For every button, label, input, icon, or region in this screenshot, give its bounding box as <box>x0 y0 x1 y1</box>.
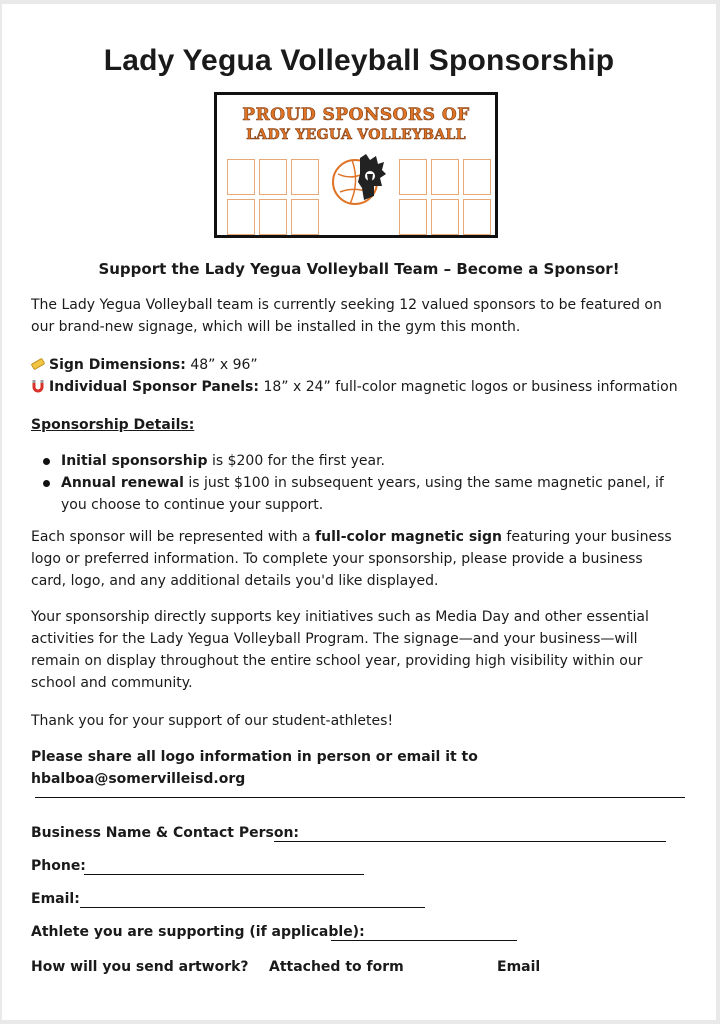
sponsorship-details-list <box>31 450 681 516</box>
sponsor-panels-line <box>31 376 681 398</box>
business-name-label: Business Name & Contact Person: <box>31 825 300 841</box>
banner-panel <box>463 159 491 195</box>
sponsor-banner-image <box>214 92 498 238</box>
banner-panel <box>399 199 427 235</box>
detail-text: is just $100 in subsequent years, using the same magnetic panel, if you choose to continue your support. <box>61 475 664 513</box>
artwork-question: How will you send artwork? <box>31 959 249 975</box>
banner-line-2: LADY YEGUA VOLLEYBALL <box>246 127 466 143</box>
banner-panel <box>431 199 459 235</box>
phone-field[interactable] <box>84 874 364 875</box>
divider <box>35 797 685 798</box>
banner-panel <box>399 159 427 195</box>
banner-panel <box>291 159 319 195</box>
list-item <box>31 472 681 516</box>
athlete-field[interactable] <box>331 940 517 941</box>
sponsor-panels-value: 18” x 24” full-color magnetic logos or business information <box>263 379 678 395</box>
banner-panel <box>227 159 255 195</box>
banner-panel <box>259 199 287 235</box>
sign-dimensions-value: 48” x 96” <box>190 357 258 373</box>
ruler-icon <box>31 357 45 371</box>
banner-panel <box>227 199 255 235</box>
list-item <box>31 450 681 472</box>
sponsor-panels-label: Individual Sponsor Panels: <box>49 379 259 395</box>
support-paragraph: Your sponsorship directly supports key initiatives such as Media Day and other essential activities for the Lady Yegua Volleyball Program. The signage—and your business—will remain on display throughout the entire school year, providing high visibility within our school and community. <box>31 609 649 691</box>
sign-dimensions-label: Sign Dimensions: <box>49 357 186 373</box>
banner-panel <box>259 159 287 195</box>
sign-dimensions-line <box>31 354 681 376</box>
thanks-line: Thank you for your support of our student-athletes! <box>31 713 394 729</box>
detail-bold: Initial sponsorship <box>61 453 208 469</box>
sponsorship-flyer <box>2 4 716 1020</box>
magnetic-sign-paragraph <box>31 526 681 592</box>
volleyball-mascot-logo <box>330 152 388 208</box>
phone-label: Phone: <box>31 858 86 874</box>
magnet-icon <box>31 379 45 393</box>
email-field[interactable] <box>80 907 425 908</box>
banner-panel <box>291 199 319 235</box>
para-text: Each sponsor will be represented with a <box>31 529 316 545</box>
detail-bold: Annual renewal <box>61 475 184 491</box>
email-label: Email: <box>31 891 80 907</box>
intro-paragraph: The Lady Yegua Volleyball team is currently seeking 12 valued sponsors to be featured on our brand-new signage, which will be installed in the gym this month. <box>31 297 662 335</box>
banner-panel <box>463 199 491 235</box>
detail-text: is $200 for the first year. <box>207 453 386 469</box>
option-email[interactable]: Email <box>497 959 541 975</box>
page-title: Lady Yegua Volleyball Sponsorship <box>103 44 615 77</box>
share-instructions: Please share all logo information in person or email it to hbalboa@somervilleisd.org <box>31 749 478 787</box>
sponsorship-details-heading: Sponsorship Details: <box>31 417 195 433</box>
para-text: featuring your business logo or preferred information. To complete your sponsorship, please provide a business card, logo, and any additional details you'd like displayed. <box>31 529 672 589</box>
banner-line-1: PROUD SPONSORS OF <box>242 105 470 125</box>
section-subheading: Support the Lady Yegua Volleyball Team – Become a Sponsor! <box>98 260 620 278</box>
business-name-field[interactable] <box>274 841 666 842</box>
athlete-label: Athlete you are supporting (if applicable): <box>31 924 365 940</box>
option-attached-to-form[interactable]: Attached to form <box>269 959 404 975</box>
banner-panel <box>431 159 459 195</box>
para-bold: full-color magnetic sign <box>315 529 502 545</box>
